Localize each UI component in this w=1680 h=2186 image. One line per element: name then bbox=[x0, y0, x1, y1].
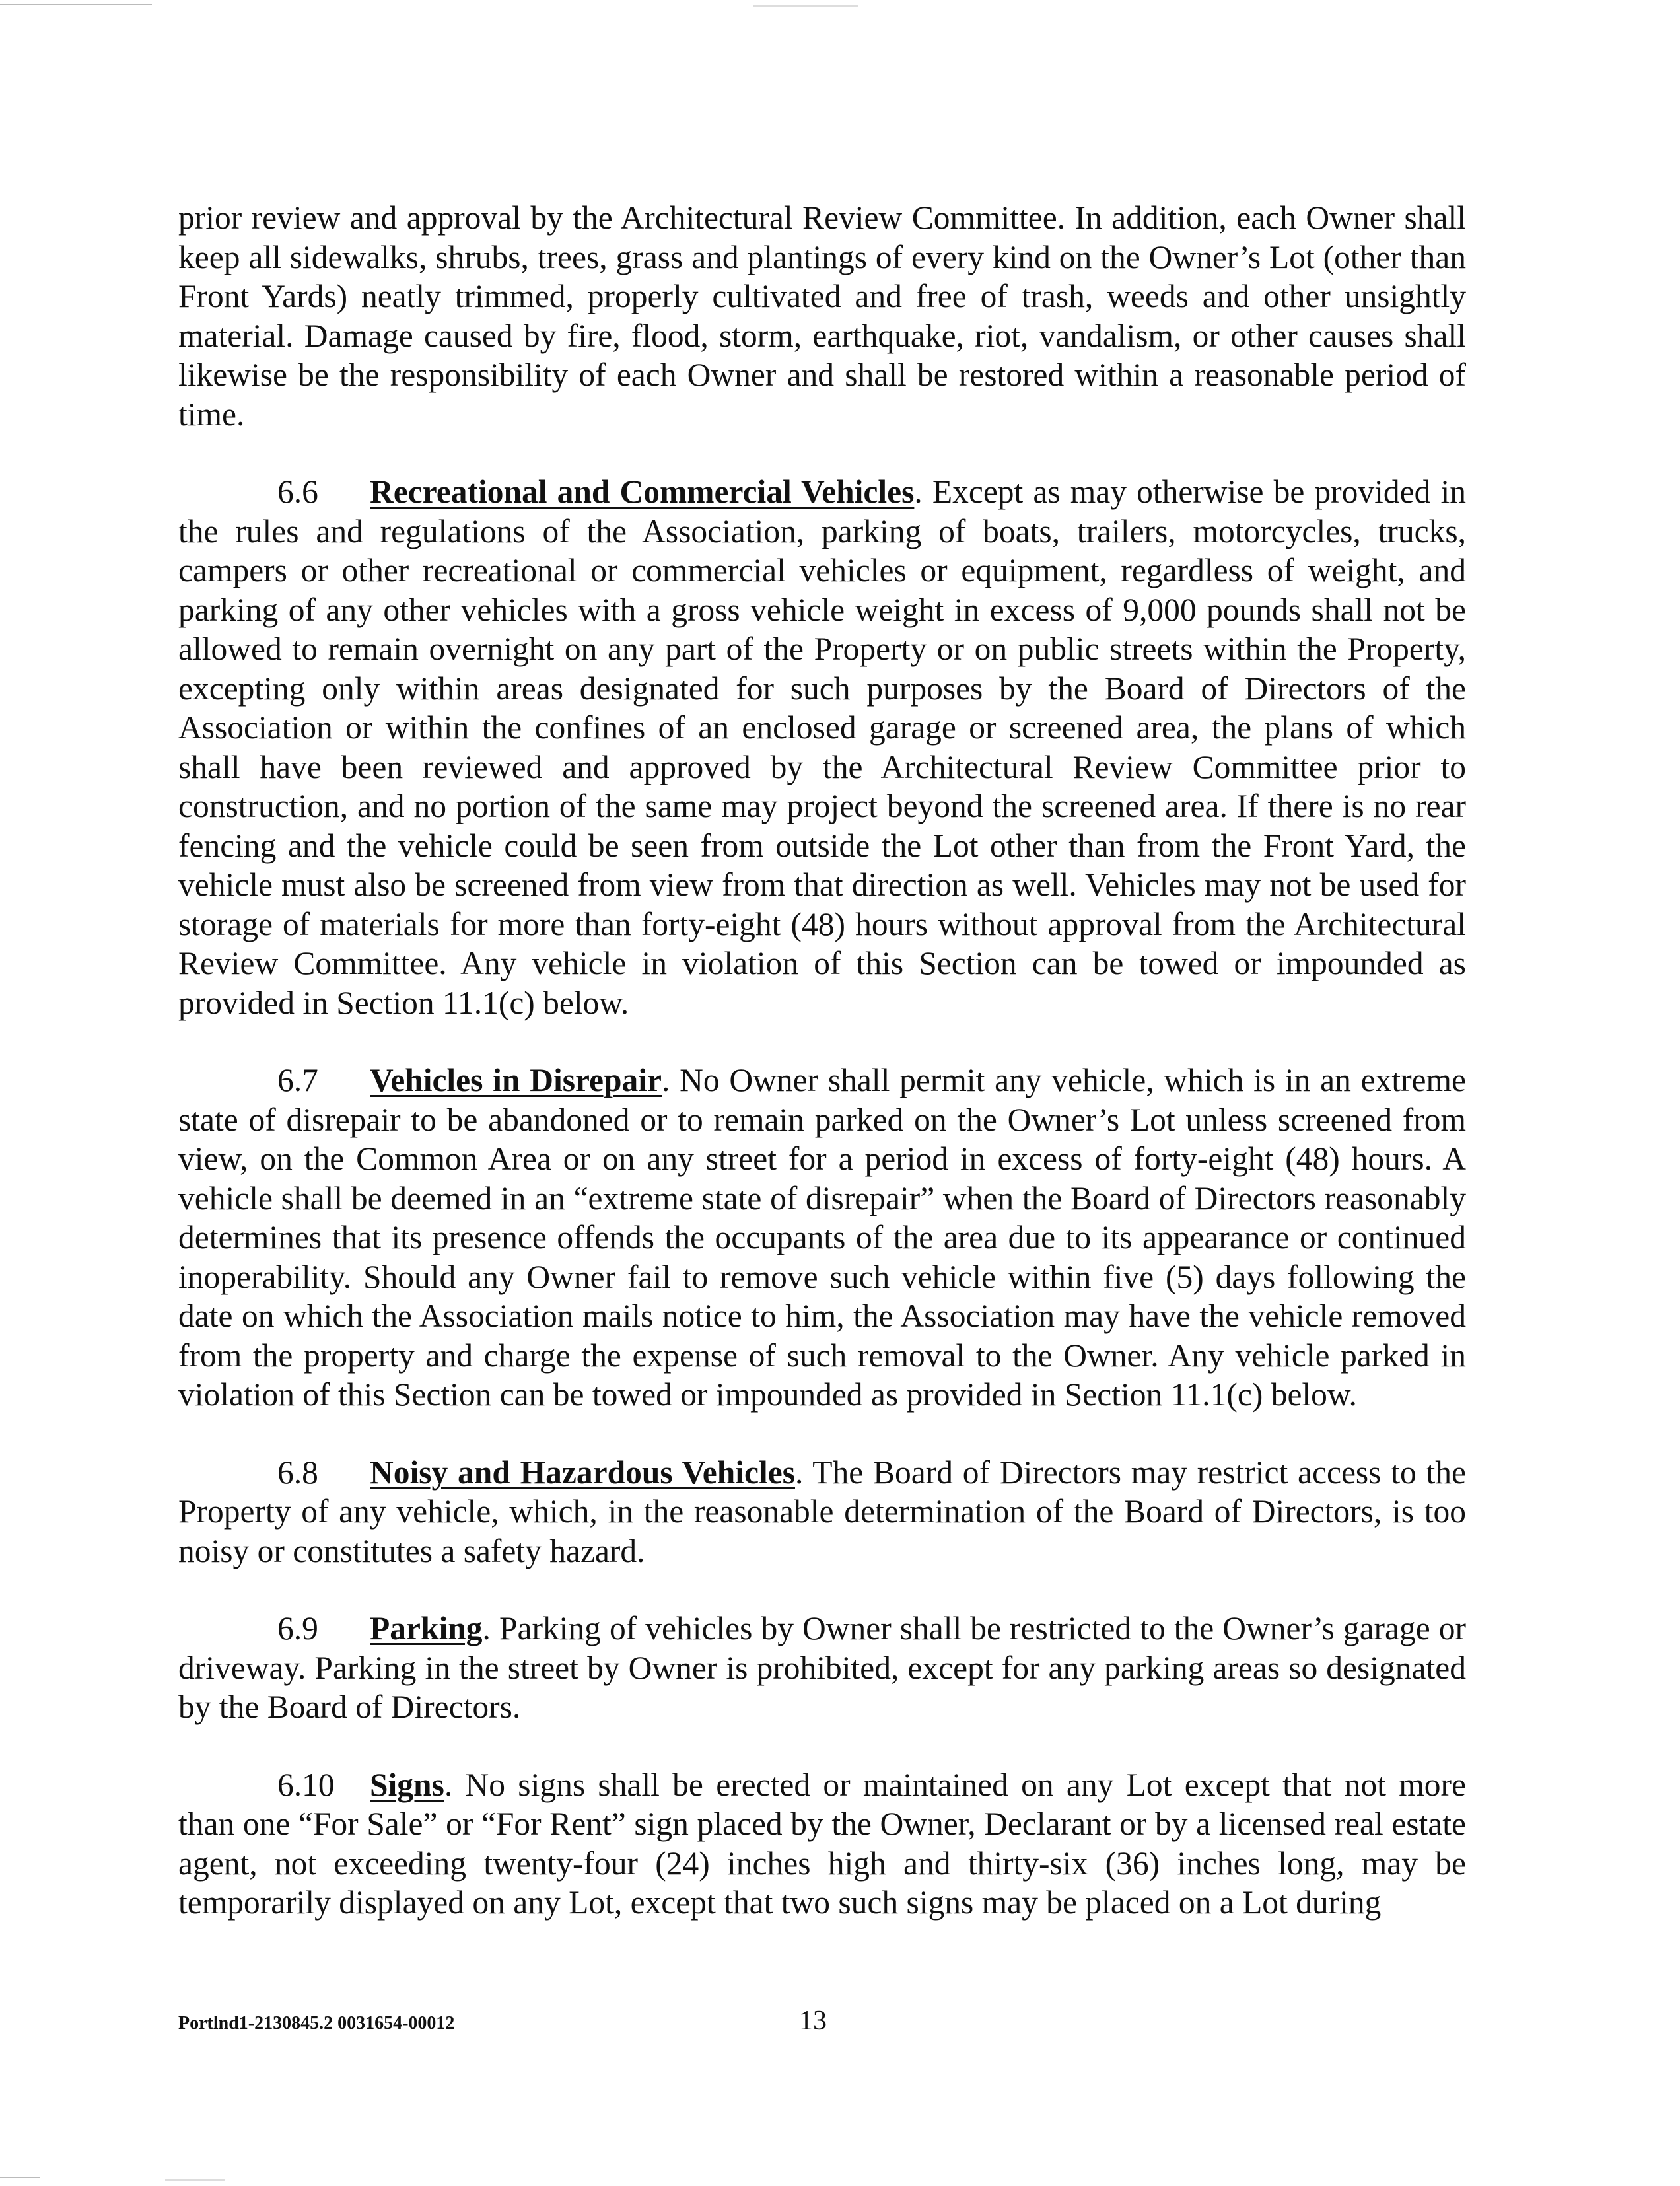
section-number: 6.6 bbox=[277, 474, 318, 510]
section-title: Noisy and Hazardous Vehicles bbox=[370, 1454, 795, 1491]
section-body: . No signs shall be erected or maintained on any Lot except that not more than one “For Sale” or “For Rent” sign placed by the Owner, Declarant or by a licensed real estate agent, not exceeding twenty-four (24) inches high and thirty-six (36) inches long, may be temporarily displayed on any Lot, except that two such signs may be placed on a Lot during bbox=[178, 1766, 1466, 1921]
section-body: . The Board of Directors may restrict access to the Property of any vehicle, which, in the reasonable determination of the Board of Directors, is too noisy or constitutes a safety hazard. bbox=[178, 1454, 1467, 1569]
section-number: 6.7 bbox=[277, 1062, 318, 1098]
section-title: Vehicles in Disrepair bbox=[370, 1062, 662, 1098]
intro-paragraph: prior review and approval by the Architectural Review Committee. In addition, each Owner shall keep all sidewalks, shrubs, trees, grass and plantings of every kind on the Owner’s Lot (other than Front Yards) neatly trimmed, properly cultivated and free of trash, weeds and other unsightly material. Damage caused by fire, flood, storm, earthquake, riot, vandalism, or other causes shall likewise be the responsibility of each Owner and shall be restored within a reasonable period of time. bbox=[178, 199, 1466, 433]
document-body bbox=[178, 198, 1466, 1922]
page-number: 13 bbox=[799, 2006, 827, 2036]
section-6-6 bbox=[178, 472, 1466, 1022]
scan-artifact-top bbox=[0, 4, 152, 5]
section-number: 6.9 bbox=[277, 1610, 318, 1646]
section-number: 6.8 bbox=[277, 1454, 318, 1491]
scan-artifact-bottom-2 bbox=[165, 2179, 225, 2181]
section-6-10 bbox=[178, 1765, 1466, 1922]
section-title: Parking bbox=[370, 1610, 483, 1646]
section-body: . Except as may otherwise be provided in the rules and regulations of the Association, parking of boats, trailers, motorcycles, trucks, campers or other recreational or commercial vehicles or equipment, regardless of weight, and parking of any other vehicles with a gross vehicle weight in excess of 9,000 pounds shall not be allowed to remain overnight on any part of the Property or on public streets within the Property, excepting only within areas designated for such purposes by the Board of Directors of the Association or within the confines of an enclosed garage or screened area, the plans of which shall have been reviewed and approved by the Architectural Review Committee prior to construction, and no portion of the same may project beyond the screened area. If there is no rear fencing and the vehicle could be seen from outside the Lot other than from the Front Yard, the vehicle must also be screened from view from that direction as well. Vehicles may not be used for storage of materials for more than forty-eight (48) hours without approval from the Architectural Review Committee. Any vehicle in violation of this Section can be towed or impounded as provided in Section 11.1(c) below. bbox=[178, 474, 1466, 1021]
section-number: 6.10 bbox=[277, 1766, 335, 1803]
footer-document-id: Portlnd1-2130845.2 0031654-00012 bbox=[178, 2013, 455, 2033]
scan-artifact-top-2 bbox=[753, 5, 858, 7]
section-6-7 bbox=[178, 1061, 1466, 1415]
section-6-8 bbox=[178, 1453, 1466, 1571]
scan-artifact-bottom bbox=[0, 2177, 40, 2178]
section-body: . Parking of vehicles by Owner shall be restricted to the Owner’s garage or driveway. Parking in the street by Owner is prohibited, except for any parking areas so designated by the Board of Directors. bbox=[178, 1610, 1466, 1725]
section-6-9 bbox=[178, 1609, 1466, 1727]
section-title: Signs bbox=[370, 1766, 444, 1803]
section-title: Recreational and Commercial Vehicles bbox=[370, 474, 915, 510]
section-body: . No Owner shall permit any vehicle, which is in an extreme state of disrepair to be abandoned or to remain parked on the Owner’s Lot unless screened from view, on the Common Area or on any street for a period in excess of forty-eight (48) hours. A vehicle shall be deemed in an “extreme state of disrepair” when the Board of Directors reasonably determines that its presence offends the occupants of the area due to its appearance or continued inoperability. Should any Owner fail to remove such vehicle within five (5) days following the date on which the Association mails notice to him, the Association may have the vehicle removed from the property and charge the expense of such removal to the Owner. Any vehicle parked in violation of this Section can be towed or impounded as provided in Section 11.1(c) below. bbox=[178, 1062, 1466, 1413]
